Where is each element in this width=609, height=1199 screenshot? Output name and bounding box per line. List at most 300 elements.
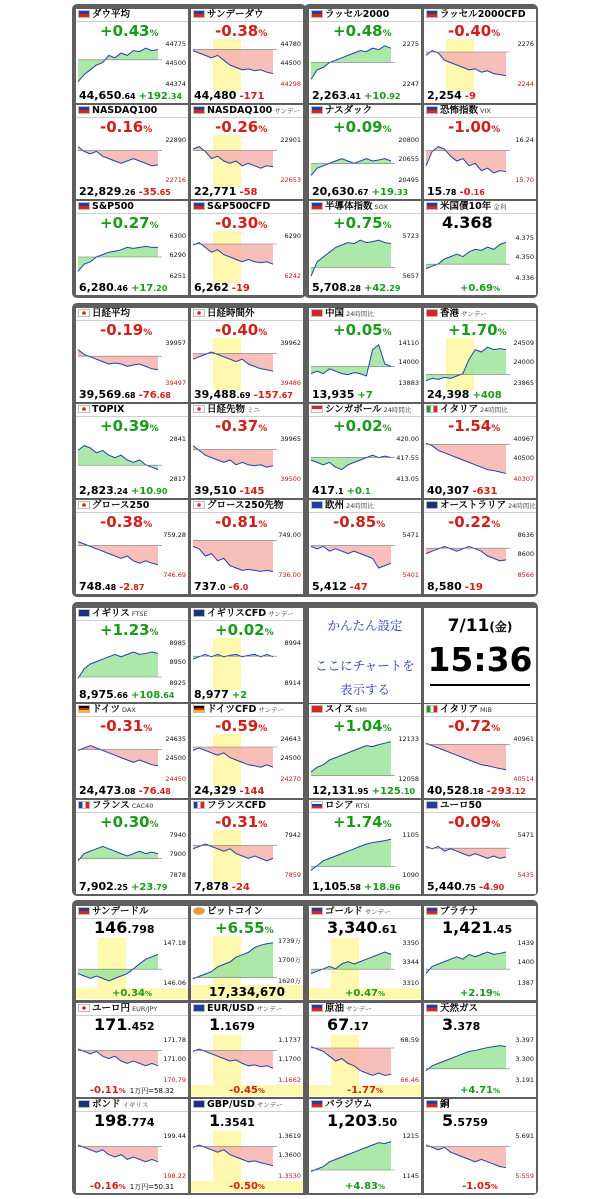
tile-subtitle: サンデー bbox=[256, 1005, 283, 1013]
price-decimals: .66 bbox=[113, 691, 128, 700]
percent-sign: % bbox=[258, 328, 268, 338]
price-row bbox=[79, 388, 171, 401]
day-change-integer: -293 bbox=[486, 786, 512, 797]
market-tile[interactable] bbox=[191, 201, 303, 295]
tile-name: オーストラリア bbox=[440, 500, 507, 511]
change-percent bbox=[215, 717, 267, 735]
percent-sign: % bbox=[491, 724, 501, 734]
market-tile[interactable] bbox=[309, 105, 421, 199]
value-decimals: .17 bbox=[349, 1020, 369, 1033]
change-value: +0.47 bbox=[344, 988, 379, 999]
day-change bbox=[139, 786, 171, 797]
tile-subtitle: FTSE bbox=[131, 610, 148, 618]
price-decimals: .67 bbox=[354, 188, 369, 197]
tile-header bbox=[76, 500, 188, 513]
market-tile[interactable] bbox=[191, 9, 303, 103]
tile-name: パラジウム bbox=[325, 1099, 373, 1110]
tile-subtitle: CAC40 bbox=[131, 802, 154, 810]
day-change-integer: +108 bbox=[130, 690, 161, 701]
market-tile[interactable] bbox=[191, 906, 303, 1000]
market-tile[interactable] bbox=[191, 608, 303, 702]
current-value bbox=[209, 1111, 255, 1130]
price-axis-label: 3350 bbox=[402, 939, 419, 947]
market-tile[interactable] bbox=[309, 201, 421, 295]
sparkline-area bbox=[78, 1049, 158, 1066]
sparkline-chart bbox=[309, 530, 421, 582]
day-change-integer: +0 bbox=[346, 486, 362, 497]
tile-header bbox=[191, 9, 303, 22]
price-axis-label: 1739万 bbox=[277, 937, 301, 945]
tile-name: ポンド bbox=[92, 1099, 121, 1110]
price-axis-label: 24509 bbox=[513, 339, 534, 347]
tile-name: サンデーダウ bbox=[207, 9, 264, 20]
current-value bbox=[94, 918, 155, 937]
price-row bbox=[427, 784, 526, 797]
value-integer: 1,421 bbox=[442, 918, 493, 937]
gb-flag-icon bbox=[78, 609, 90, 617]
day-change-integer: +125 bbox=[371, 786, 401, 797]
price-axis-label: 1.3600 bbox=[278, 1151, 301, 1159]
price-axis-label: 22653 bbox=[280, 176, 301, 184]
price-axis-label: 147.18 bbox=[163, 939, 186, 947]
market-tile[interactable] bbox=[309, 906, 421, 1000]
price-axis-label: 5471 bbox=[517, 831, 534, 839]
change-percent bbox=[448, 717, 500, 735]
percent-sign: % bbox=[382, 424, 392, 434]
session-highlight bbox=[98, 938, 126, 990]
tile-header bbox=[76, 201, 188, 214]
value-integer: 171 bbox=[94, 1015, 128, 1034]
day-change bbox=[139, 91, 182, 102]
market-tile[interactable] bbox=[309, 704, 421, 798]
price-axis-label: 2275 bbox=[402, 40, 419, 48]
current-value bbox=[442, 918, 512, 937]
sparkline-chart bbox=[76, 338, 188, 390]
tile-header bbox=[76, 105, 188, 118]
price-axis-label: 3310 bbox=[402, 979, 419, 987]
change-percent bbox=[100, 813, 159, 831]
tile-header bbox=[424, 800, 536, 813]
price-integer: 8,580 bbox=[427, 580, 462, 593]
price-axis-label: 22901 bbox=[280, 136, 301, 144]
market-tile[interactable] bbox=[424, 800, 536, 894]
price-row bbox=[427, 185, 485, 198]
price-decimals: .48 bbox=[101, 583, 117, 592]
sparkline-chart bbox=[191, 338, 303, 390]
price-axis-label: 7942 bbox=[284, 831, 301, 839]
change-percent bbox=[448, 22, 500, 40]
price-integer: 8,977 bbox=[194, 688, 229, 701]
percent-sign: % bbox=[258, 424, 268, 434]
price-axis-label: 24500 bbox=[280, 754, 301, 762]
change-value: +1.23 bbox=[100, 621, 150, 639]
price-axis-label: 12058 bbox=[398, 775, 419, 783]
market-tile[interactable] bbox=[191, 105, 303, 199]
us-flag-icon bbox=[193, 202, 205, 210]
price-axis-label: 3.397 bbox=[515, 1036, 534, 1044]
tile-header bbox=[309, 500, 421, 513]
percent-sign: % bbox=[258, 820, 268, 830]
us-flag-icon bbox=[426, 907, 438, 915]
day-change-integer: +17 bbox=[130, 283, 154, 294]
market-tile[interactable] bbox=[424, 1003, 536, 1097]
price-row bbox=[194, 281, 250, 294]
value-integer: 1 bbox=[209, 1015, 221, 1034]
market-tile[interactable] bbox=[76, 1003, 188, 1097]
day-change bbox=[131, 486, 167, 497]
value-integer: 198 bbox=[94, 1111, 128, 1130]
clock-time: 15:36 bbox=[427, 640, 533, 679]
day-change-integer: -58 bbox=[239, 187, 258, 198]
show-chart-link-line2[interactable]: 表示する bbox=[339, 682, 390, 697]
percent-sign: % bbox=[258, 29, 268, 39]
sparkline-chart bbox=[76, 830, 188, 882]
day-change-integer: +19 bbox=[371, 187, 394, 198]
price-axis-label: 14000 bbox=[398, 358, 419, 366]
market-tile[interactable] bbox=[424, 105, 536, 199]
market-tile[interactable] bbox=[424, 500, 536, 594]
change-value: +0.30 bbox=[100, 813, 150, 831]
change-percent bbox=[333, 417, 392, 435]
day-change bbox=[465, 91, 476, 102]
us-flag-icon bbox=[426, 1004, 438, 1012]
price-axis-label: 16.24 bbox=[515, 136, 534, 144]
day-change-integer: -19 bbox=[464, 582, 483, 593]
change-percent bbox=[100, 22, 159, 40]
market-tile[interactable] bbox=[309, 800, 421, 894]
price-axis-label: 8566 bbox=[517, 571, 534, 579]
price-axis-label: 6290 bbox=[169, 251, 186, 259]
price-axis-label: 2841 bbox=[169, 435, 186, 443]
value-decimals: .45 bbox=[492, 923, 513, 936]
day-change-decimals: .1 bbox=[361, 487, 371, 496]
change-percent bbox=[191, 1085, 303, 1096]
eu-flag-icon bbox=[193, 1004, 205, 1012]
session-highlight bbox=[213, 830, 241, 882]
day-change-integer: +7 bbox=[357, 390, 373, 401]
price-row bbox=[194, 89, 264, 102]
day-change bbox=[364, 91, 400, 102]
sparkline-chart bbox=[191, 434, 303, 486]
market-tile[interactable] bbox=[191, 800, 303, 894]
tile-header bbox=[191, 201, 303, 214]
price-integer: 39,488 bbox=[194, 388, 237, 401]
price-axis-label: 24635 bbox=[165, 735, 186, 743]
price-axis-label: 6251 bbox=[169, 272, 186, 280]
price-axis-label: 1400 bbox=[517, 958, 534, 966]
price-axis-label: 2817 bbox=[169, 475, 186, 483]
market-tile[interactable] bbox=[424, 308, 536, 402]
cn-flag-icon bbox=[311, 309, 323, 317]
sparkline-chart bbox=[309, 39, 421, 91]
jp-flag-icon bbox=[78, 405, 90, 413]
change-value: +6.55 bbox=[215, 919, 265, 937]
market-tile[interactable] bbox=[76, 1099, 188, 1193]
sparkline-chart bbox=[424, 1035, 536, 1087]
day-change bbox=[131, 882, 167, 893]
change-value: +1.04 bbox=[333, 717, 383, 735]
day-change-integer: -19 bbox=[231, 283, 250, 294]
day-change-integer: -157 bbox=[253, 390, 279, 401]
tile-header bbox=[191, 500, 303, 513]
current-value bbox=[442, 1111, 488, 1130]
day-change bbox=[232, 690, 247, 701]
change-percent bbox=[424, 1181, 536, 1192]
sparkline-area bbox=[78, 1145, 158, 1162]
price-axis-label: 39962 bbox=[280, 339, 301, 347]
market-tile[interactable] bbox=[424, 201, 536, 295]
jp-flag-icon bbox=[78, 1004, 90, 1012]
day-change-integer: +10 bbox=[363, 91, 387, 102]
change-percent bbox=[333, 813, 392, 831]
market-tile[interactable] bbox=[76, 105, 188, 199]
tile-name: 米国債10年 bbox=[440, 201, 492, 212]
tile-name: 香港 bbox=[440, 308, 460, 319]
tile-name: NASDAQ100 bbox=[207, 105, 273, 116]
tile-subtitle: MIB bbox=[480, 706, 492, 714]
price-axis-label: 1387 bbox=[517, 979, 534, 987]
price-row bbox=[194, 484, 264, 497]
price-integer: 39,510 bbox=[194, 484, 237, 497]
day-change bbox=[472, 390, 501, 401]
tile-header bbox=[309, 201, 421, 214]
day-change bbox=[472, 486, 497, 497]
change-value: -0.26 bbox=[215, 118, 259, 136]
day-change-integer: -76 bbox=[138, 786, 157, 797]
change-percent bbox=[309, 1181, 421, 1192]
percent-sign: % bbox=[145, 990, 153, 998]
day-change-decimals: .12 bbox=[511, 787, 526, 796]
change-percent bbox=[76, 1085, 188, 1096]
tile-name: S&P500 bbox=[92, 201, 134, 212]
market-tile[interactable] bbox=[76, 9, 188, 103]
tile-name: 中国 bbox=[325, 308, 345, 319]
sparkline-chart bbox=[309, 830, 421, 882]
day-change-integer: -47 bbox=[349, 582, 368, 593]
change-value: -0.72 bbox=[448, 717, 492, 735]
price-decimals: .0 bbox=[216, 583, 226, 592]
price-row bbox=[312, 281, 400, 294]
percent-sign: % bbox=[143, 125, 153, 135]
price-axis-label: 2276 bbox=[517, 40, 534, 48]
market-tile[interactable] bbox=[76, 500, 188, 594]
value-decimals: .3541 bbox=[220, 1116, 255, 1129]
tile-name: ダウ平均 bbox=[92, 9, 131, 20]
price-axis-label: 198.22 bbox=[163, 1172, 186, 1180]
price-row bbox=[312, 89, 400, 102]
us-flag-icon bbox=[311, 1100, 323, 1108]
sparkline-chart bbox=[309, 231, 421, 283]
percent-sign: % bbox=[258, 724, 268, 734]
change-percent bbox=[215, 417, 267, 435]
sparkline-area bbox=[311, 839, 391, 870]
change-percent bbox=[448, 513, 500, 531]
tile-name: グロース250 bbox=[92, 500, 150, 511]
day-change-decimals: .79 bbox=[153, 883, 168, 892]
us-flag-icon bbox=[311, 106, 323, 114]
price-row bbox=[79, 880, 167, 893]
day-change-integer: -144 bbox=[239, 786, 265, 797]
day-change-integer: +23 bbox=[130, 882, 154, 893]
conversion-memo: 1万円=50.31 bbox=[129, 1183, 175, 1191]
price-axis-label: 8994 bbox=[284, 639, 301, 647]
tile-subtitle: サンデー bbox=[268, 610, 294, 618]
current-value bbox=[209, 1015, 255, 1034]
change-value: +4.71 bbox=[459, 1085, 494, 1096]
price-integer: 1,105 bbox=[312, 880, 347, 893]
market-tile[interactable] bbox=[191, 1099, 303, 1193]
sparkline-chart bbox=[424, 938, 536, 990]
tile-header bbox=[309, 704, 421, 717]
change-percent bbox=[76, 1181, 188, 1192]
change-value: -0.16 bbox=[100, 118, 144, 136]
market-tile[interactable] bbox=[191, 704, 303, 798]
price-integer: 13,935 bbox=[312, 388, 355, 401]
change-value: -0.50 bbox=[229, 1181, 258, 1192]
price-decimals: .75 bbox=[461, 883, 476, 892]
price-integer: 6,262 bbox=[194, 281, 229, 294]
market-tile[interactable] bbox=[191, 500, 303, 594]
market-tile[interactable] bbox=[309, 9, 421, 103]
percent-sign: % bbox=[382, 221, 392, 231]
tile-name: 天然ガス bbox=[440, 1003, 479, 1014]
market-tile[interactable] bbox=[309, 1003, 421, 1097]
change-value: -0.40 bbox=[215, 321, 259, 339]
tile-header bbox=[191, 308, 303, 321]
change-value: -1.00 bbox=[448, 118, 492, 136]
sparkline-area bbox=[311, 345, 391, 376]
gb-flag-icon bbox=[193, 609, 205, 617]
value-decimals: .774 bbox=[127, 1116, 155, 1129]
change-value: -0.31 bbox=[100, 717, 144, 735]
sparkline-area bbox=[426, 952, 506, 974]
tile-header bbox=[76, 800, 188, 813]
percent-sign: % bbox=[493, 990, 501, 998]
price-row bbox=[427, 484, 497, 497]
tile-header bbox=[76, 704, 188, 717]
sparkline-chart bbox=[191, 135, 303, 187]
tile-header bbox=[76, 308, 188, 321]
market-tile[interactable] bbox=[76, 704, 188, 798]
clock-date: 7/11(金) bbox=[447, 616, 513, 636]
market-tile[interactable] bbox=[424, 704, 536, 798]
show-chart-link-line1[interactable]: ここにチャートを bbox=[315, 658, 415, 673]
market-tile[interactable] bbox=[309, 404, 421, 498]
market-tile[interactable] bbox=[76, 608, 188, 702]
market-tile[interactable] bbox=[76, 201, 188, 295]
market-tile[interactable] bbox=[76, 800, 188, 894]
tile-name: ビットコイン bbox=[207, 906, 263, 917]
change-percent bbox=[424, 283, 536, 294]
price-row bbox=[79, 784, 171, 797]
price-axis-label: 12133 bbox=[398, 735, 419, 743]
sparkline-chart bbox=[191, 1035, 303, 1087]
day-change-integer: -0 bbox=[459, 187, 471, 198]
price-axis-label: 1439 bbox=[517, 939, 534, 947]
sparkline-chart bbox=[76, 39, 188, 91]
day-change bbox=[350, 582, 368, 593]
hk-flag-icon bbox=[426, 309, 438, 317]
tile-header bbox=[424, 404, 536, 417]
price-axis-label: 5723 bbox=[402, 232, 419, 240]
value-decimals: .798 bbox=[127, 923, 155, 936]
price-axis-label: 22890 bbox=[165, 136, 186, 144]
tile-name: ラッセル2000 bbox=[325, 9, 390, 20]
market-tile[interactable] bbox=[191, 404, 303, 498]
price-row bbox=[312, 784, 415, 797]
price-integer: 6,280 bbox=[79, 281, 114, 294]
value-decimals: .1679 bbox=[220, 1020, 255, 1033]
change-percent bbox=[333, 22, 392, 40]
price-row bbox=[194, 688, 247, 701]
price-integer: 40,307 bbox=[427, 484, 470, 497]
market-tile[interactable] bbox=[309, 308, 421, 402]
market-tile[interactable] bbox=[424, 1099, 536, 1193]
jp-flag-icon bbox=[78, 309, 90, 317]
us-flag-icon bbox=[311, 10, 323, 18]
market-tile[interactable] bbox=[76, 906, 188, 1000]
market-tile[interactable] bbox=[424, 404, 536, 498]
change-percent bbox=[76, 988, 188, 999]
value-decimals: .5759 bbox=[453, 1116, 488, 1129]
market-tile[interactable] bbox=[191, 1003, 303, 1097]
price-axis-label: 22716 bbox=[165, 176, 186, 184]
price-row bbox=[427, 880, 504, 893]
sparkline-area bbox=[426, 242, 506, 268]
price-row bbox=[79, 580, 144, 593]
tile-name: ナスダック bbox=[325, 105, 373, 116]
market-tile[interactable] bbox=[76, 404, 188, 498]
price-axis-label: 39486 bbox=[280, 379, 301, 387]
price-axis-label: 1620万 bbox=[277, 977, 301, 985]
price-axis-label: 6290 bbox=[284, 232, 301, 240]
day-change-integer: -76 bbox=[138, 390, 157, 401]
market-tile[interactable] bbox=[309, 1099, 421, 1193]
price-integer: 8,975 bbox=[79, 688, 114, 701]
market-tile[interactable] bbox=[76, 308, 188, 402]
tile-name: フランス bbox=[92, 800, 130, 811]
percent-sign: % bbox=[491, 125, 501, 135]
price-row bbox=[312, 880, 400, 893]
percent-sign: % bbox=[149, 221, 159, 231]
market-tile[interactable] bbox=[424, 906, 536, 1000]
sparkline-chart bbox=[424, 135, 536, 187]
market-tile[interactable] bbox=[309, 500, 421, 594]
price-integer: 12,131 bbox=[312, 784, 355, 797]
market-tile[interactable] bbox=[191, 308, 303, 402]
price-row bbox=[191, 985, 303, 999]
price-row bbox=[79, 688, 174, 701]
value-decimals: .452 bbox=[127, 1020, 155, 1033]
price-axis-label: 23865 bbox=[513, 379, 534, 387]
price-axis-label: 7900 bbox=[169, 850, 186, 858]
price-decimals: .28 bbox=[346, 284, 361, 293]
percent-sign: % bbox=[258, 520, 268, 530]
price-decimals: .69 bbox=[236, 391, 251, 400]
day-change bbox=[347, 486, 371, 497]
price-integer: 2,823 bbox=[79, 484, 114, 497]
day-change bbox=[465, 582, 483, 593]
easy-settings-link[interactable]: かんたん設定 bbox=[327, 618, 403, 633]
sparkline-chart bbox=[76, 638, 188, 690]
sparkline-area bbox=[311, 240, 391, 276]
value-integer: 5 bbox=[442, 1111, 454, 1130]
change-value: -0.16 bbox=[89, 1181, 119, 1192]
sparkline-chart bbox=[191, 530, 303, 582]
sparkline-area bbox=[426, 443, 506, 473]
tile-subtitle: SOX bbox=[374, 203, 388, 211]
market-tile[interactable] bbox=[424, 9, 536, 103]
